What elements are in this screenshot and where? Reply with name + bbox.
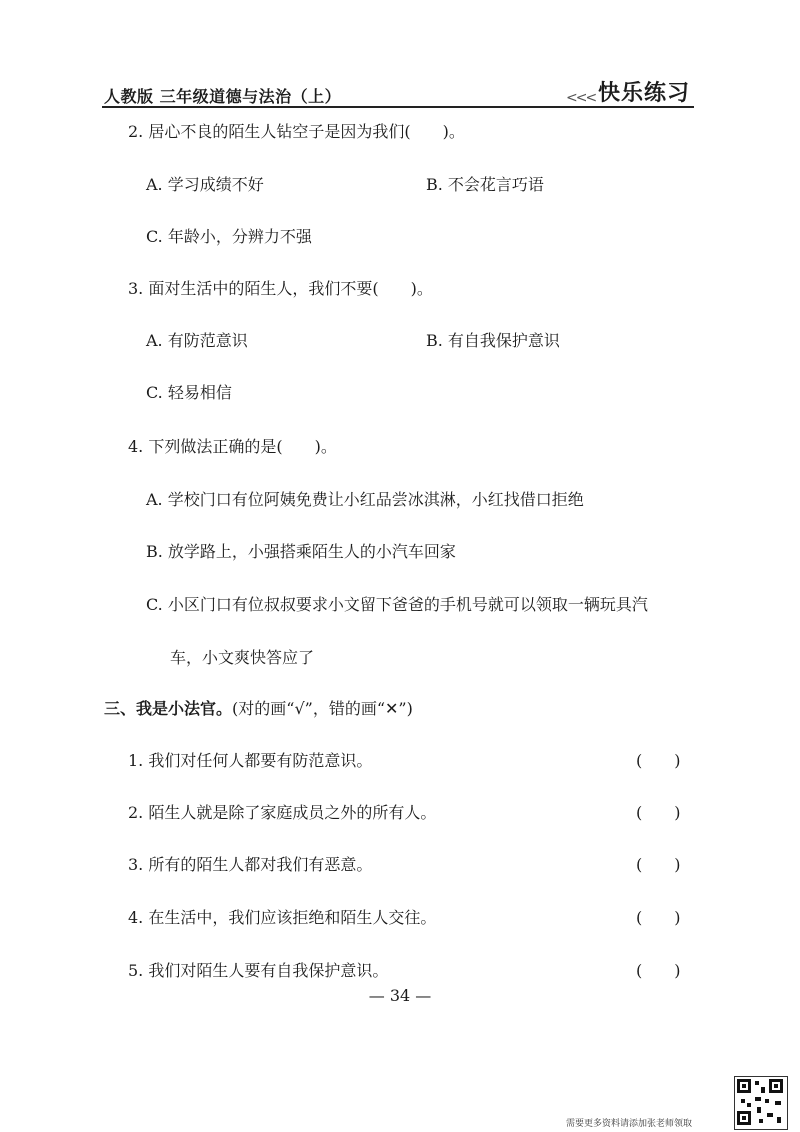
question-4-option-c-line1: C. 小区门口有位叔叔要求小文留下爸爸的手机号就可以领取一辆玩具汽 <box>146 595 648 614</box>
judgment-answer-3[interactable]: ( ) <box>636 855 681 874</box>
judgment-item-4: 4. 在生活中，我们应该拒绝和陌生人交往。 <box>128 908 437 927</box>
question-3-option-a: A. 有防范意识 <box>146 331 248 350</box>
section-3-instruction: (对的画“√”，错的画“✕”) <box>232 699 413 718</box>
judgment-answer-4[interactable]: ( ) <box>636 908 681 927</box>
question-2-option-a: A. 学习成绩不好 <box>146 175 264 194</box>
judgment-answer-2[interactable]: ( ) <box>636 803 681 822</box>
judgment-item-1: 1. 我们对任何人都要有防范意识。 <box>128 751 373 770</box>
question-4-option-b: B. 放学路上，小强搭乘陌生人的小汽车回家 <box>146 542 456 561</box>
question-4-stem: 4. 下列做法正确的是( )。 <box>128 437 337 456</box>
header-arrows: <<< <box>566 90 596 106</box>
qr-code-icon <box>734 1076 788 1130</box>
judgment-answer-5[interactable]: ( ) <box>636 961 681 980</box>
header-book-title: 人教版 三年级道德与法治（上） <box>104 87 342 106</box>
header-section-title: 快乐练习 <box>598 81 691 106</box>
question-3-stem: 3. 面对生活中的陌生人，我们不要( )。 <box>128 279 433 298</box>
question-3-option-c: C. 轻易相信 <box>146 383 232 402</box>
judgment-item-3: 3. 所有的陌生人都对我们有恶意。 <box>128 855 373 874</box>
question-2-option-c: C. 年龄小，分辨力不强 <box>146 227 312 246</box>
section-3-title: 三、我是小法官。 <box>104 699 233 718</box>
judgment-item-2: 2. 陌生人就是除了家庭成员之外的所有人。 <box>128 803 437 822</box>
judgment-item-5: 5. 我们对陌生人要有自我保护意识。 <box>128 961 389 980</box>
header-rule <box>102 106 694 108</box>
question-2-option-b: B. 不会花言巧语 <box>426 175 544 194</box>
judgment-answer-1[interactable]: ( ) <box>636 751 681 770</box>
question-3-option-b: B. 有自我保护意识 <box>426 331 560 350</box>
question-2-stem: 2. 居心不良的陌生人钻空子是因为我们( )。 <box>128 122 465 141</box>
question-4-option-c-line2: 车，小文爽快答应了 <box>170 648 315 667</box>
page-number: — 34 — <box>368 986 432 1005</box>
section-3-heading <box>104 696 413 719</box>
footer-note: 需要更多资料请添加张老师领取 <box>566 1119 693 1129</box>
question-4-option-a: A. 学校门口有位阿姨免费让小红品尝冰淇淋，小红找借口拒绝 <box>146 490 584 509</box>
